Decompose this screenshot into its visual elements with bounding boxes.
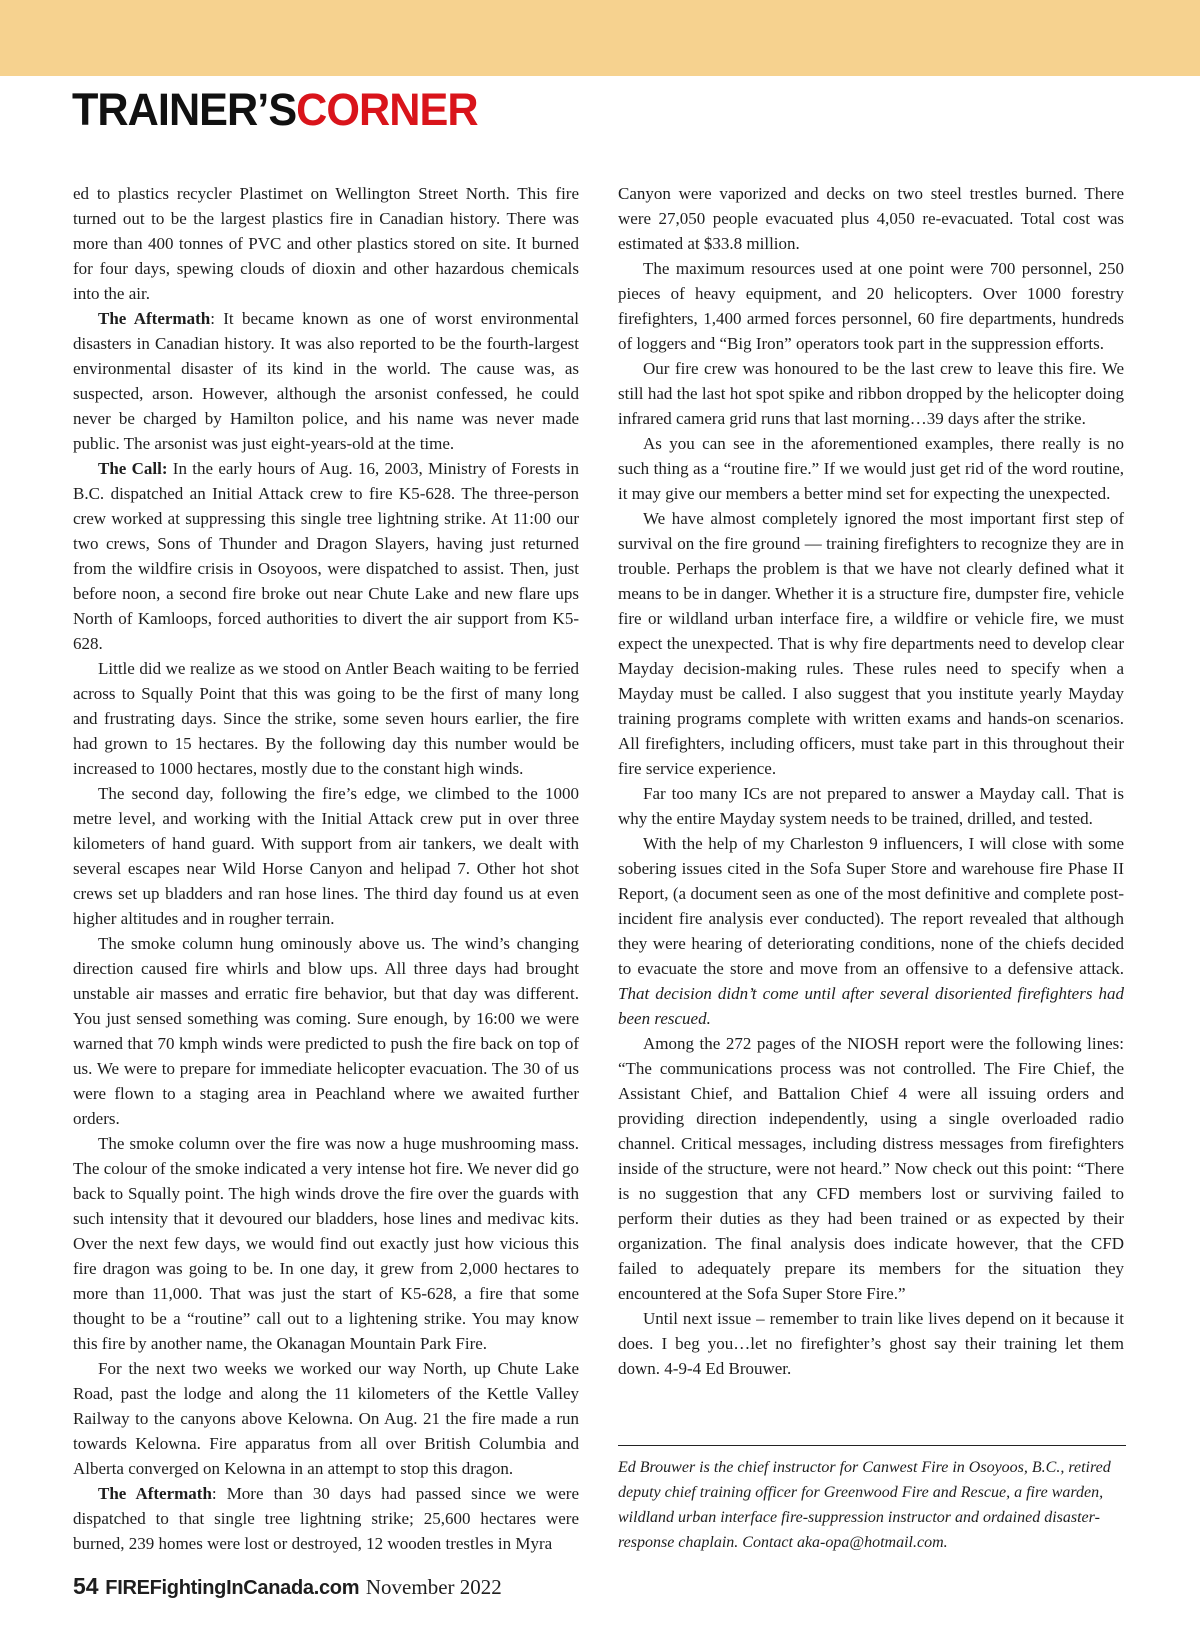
paragraph: The maximum resources used at one point were 700 personnel, 250 pieces of heavy equipment, and 20 helicopters. Over 1000 forestry firefighters, 1,400 armed forces personnel, 60 fire departments, hundreds of loggers and “Big Iron” operators took part in the suppression efforts. — [618, 259, 1124, 353]
magazine-name: FIREFightingInCanada.com — [105, 1577, 360, 1599]
header-color-band — [0, 0, 1200, 76]
paragraph: Little did we realize as we stood on Antler Beach waiting to be ferried across to Squally Point that this was going to be the first of many long and frustrating days. Since the strike, some seven hours earlier, the fire had grown to 15 hectares. By the following day this number would be increased to 1000 hectares, mostly due to the constant high winds. — [73, 659, 579, 778]
paragraph: The Aftermath: It became known as one of worst environmental disasters in Canadian history. It was also reported to be the fourth-largest environmental disaster of its kind in the world. The cause was, as suspected, arson. However, although the arsonist confessed, he could never be charged by Hamilton police, and his name was never made public. The arsonist was just eight-years-old at the time. — [73, 309, 579, 453]
article-column-right — [618, 181, 1124, 1381]
paragraph: The Aftermath: More than 30 days had passed since we were dispatched to that single tree lightning strike; 25,600 hectares were burned, 239 homes were lost or destroyed, 12 wooden trestles in Myra — [73, 1484, 579, 1553]
paragraph: ed to plastics recycler Plastimet on Wellington Street North. This fire turned out to be the largest plastics fire in Canadian history. There was more than 400 tonnes of PVC and other plastics stored on site. It burned for four days, spewing clouds of dioxin and other hazardous chemicals into the air. — [73, 184, 579, 303]
italic-emphasis: That decision didn’t come until after several disoriented firefighters had been rescued. — [618, 984, 1124, 1028]
section-title-trainers: TRAINER’S — [72, 84, 297, 135]
paragraph: The Call: In the early hours of Aug. 16, 2003, Ministry of Forests in B.C. dispatched an Initial Attack crew to fire K5-628. The three-person crew worked at suppressing this single tree lightning strike. At 11:00 our two crews, Sons of Thunder and Dragon Slayers, having just returned from the wildfire crisis in Osoyoos, were dispatched to assist. Then, just before noon, a second fire broke out near Chute Lake and new flare ups North of Kamloops, forced authorities to divert the air support from K5-628. — [73, 459, 579, 653]
paragraph: The smoke column over the fire was now a huge mushrooming mass. The colour of the smoke indicated a very intense hot fire. We never did go back to Squally point. The high winds drove the fire over the guards with such intensity that it devoured our bladders, hose lines and medivac kits. Over the next few days, we would find out exactly just how vicious this fire dragon was going to be. In one day, it grew from 2,000 hectares to more than 11,000. That was just the start of K5-628, a fire that some thought to be a “routine” call out to a lightening strike. You may know this fire by another name, the Okanagan Mountain Park Fire. — [73, 1134, 579, 1353]
author-bio: Ed Brouwer is the chief instructor for Canwest Fire in Osoyoos, B.C., retired deputy chief training officer for Greenwood Fire and Rescue, a fire warden, wildland urban interface fire-suppression instructor and ordained disaster-response chaplain. Contact aka-opa@hotmail.com. — [618, 1459, 1111, 1551]
paragraph: For the next two weeks we worked our way North, up Chute Lake Road, past the lodge and along the 11 kilometers of the Kettle Valley Railway to the canyons above Kelowna. On Aug. 21 the fire made a run towards Kelowna. Fire apparatus from all over British Columbia and Alberta converged on Kelowna in an attempt to stop this dragon. — [73, 1359, 579, 1478]
subhead: The Call: — [98, 459, 168, 478]
bio-divider — [618, 1445, 1126, 1446]
subhead: The Aftermath — [98, 1484, 212, 1503]
page-footer — [73, 1571, 502, 1603]
section-title — [72, 80, 478, 140]
paragraph: With the help of my Charleston 9 influencers, I will close with some sobering issues cited in the Sofa Super Store and warehouse fire Phase II Report, (a document seen as one of the most definitive and complete post-incident fire analysis ever conducted). The report revealed that although they were hearing of deteriorating conditions, none of the chiefs decided to evacuate the store and move from an offensive to a defensive attack. That decision didn’t come until after several disoriented firefighters had been rescued. — [618, 834, 1124, 1028]
paragraph: Until next issue – remember to train like lives depend on it because it does. I beg you…let no firefighter’s ghost say their training let them down. 4-9-4 Ed Brouwer. — [618, 1309, 1124, 1378]
paragraph: Our fire crew was honoured to be the last crew to leave this fire. We still had the last hot spot spike and ribbon dropped by the helicopter doing infrared camera grid runs that last morning…39 days after the strike. — [618, 359, 1124, 428]
section-title-corner: CORNER — [296, 84, 478, 135]
issue-date: November 2022 — [365, 1575, 502, 1599]
page-number: 54 — [73, 1573, 99, 1599]
paragraph: The second day, following the fire’s edge, we climbed to the 1000 metre level, and working with the Initial Attack crew put in over three kilometers of hand guard. With support from air tankers, we dealt with several escapes near Wild Horse Canyon and helipad 7. Other hot shot crews set up bladders and ran hose lines. The third day found us at even higher altitudes and in rougher terrain. — [73, 784, 579, 928]
paragraph: Among the 272 pages of the NIOSH report were the following lines: “The communications process was not controlled. The Fire Chief, the Assistant Chief, and Battalion Chief 4 were all issuing orders and providing direction independently, using a single overloaded radio channel. Critical messages, including distress messages from firefighters inside of the structure, were not heard.” Now check out this point: “There is no suggestion that any CFD members lost or surviving failed to perform their duties as they had been trained or as expected by their organization. The final analysis does indicate however, that the CFD failed to adequately prepare its members for the situation they encountered at the Sofa Super Store Fire.” — [618, 1034, 1124, 1303]
paragraph: We have almost completely ignored the most important first step of survival on the fire ground — training firefighters to recognize they are in trouble. Perhaps the problem is that we have not clearly defined what it means to be in danger. Whether it is a structure fire, dumpster fire, vehicle fire or wildland urban interface fire, a wildfire or vehicle fire, we must expect the unexpected. That is why fire departments need to develop clear Mayday decision-making rules. These rules need to specify when a Mayday must be called. I also suggest that you institute yearly Mayday training programs complete with written exams and hands-on scenarios. All firefighters, including officers, must take part in this throughout their fire service experience. — [618, 509, 1124, 778]
paragraph: As you can see in the aforementioned examples, there really is no such thing as a “routine fire.” If we would just get rid of the word routine, it may give our members a better mind set for expecting the unexpected. — [618, 434, 1124, 503]
paragraph: Canyon were vaporized and decks on two steel trestles burned. There were 27,050 people evacuated plus 4,050 re-evacuated. Total cost was estimated at $33.8 million. — [618, 184, 1124, 253]
article-column-left — [73, 181, 579, 1556]
paragraph: Far too many ICs are not prepared to answer a Mayday call. That is why the entire Mayday system needs to be trained, drilled, and tested. — [618, 784, 1124, 828]
paragraph: The smoke column hung ominously above us. The wind’s changing direction caused fire whirls and blow ups. All three days had brought unstable air masses and erratic fire behavior, but that day was different. You just sensed something was coming. Sure enough, by 16:00 we were warned that 70 kmph winds were predicted to push the fire back on top of us. We were to prepare for immediate helicopter evacuation. The 30 of us were flown to a staging area in Peachland where we awaited further orders. — [73, 934, 579, 1128]
subhead: The Aftermath — [98, 309, 211, 328]
